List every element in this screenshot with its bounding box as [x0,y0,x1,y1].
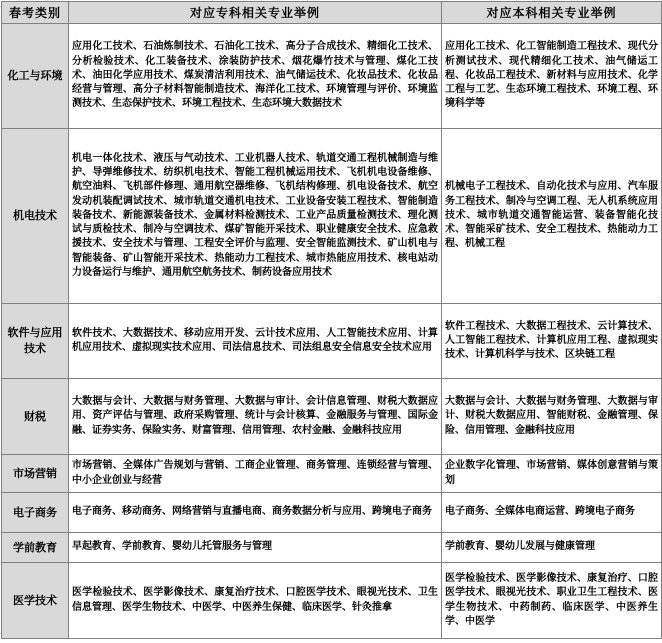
table-row [2,533,662,563]
category-cell: 财税 [2,379,69,455]
table-row [2,455,662,493]
vocational-cell: 机电一体化技术、液压与气动技术、工业机器人技术、轨道交通工程机械制造与维护、导弹维修技术、纺织机电技术、智能工程机械运用技术、飞机机电设备维修、航空油料、飞机部件修理、通用航空器维修、飞机结构修理、机电设备技术、航空发动机装配调试技术、城市轨道交通机电技术、工业设备安装工程技术、智能制造装备技术、新能源装备技术、金属材料检测技术、工业产品质量检测技术、理化测试与质检技术、制冷与空调技术、煤矿智能开采技术、职业健康安全技术、应急救援技术、安全技术与管理、工程安全评价与监理、安全智能监测技术、矿山机电与智能装备、矿山智能开采技术、热能动力工程技术、城市热能应用技术、核电站动力设备运行与维护、通用航空航务技术、制药设备应用技术 [69,129,442,304]
category-cell: 市场营销 [2,455,69,493]
vocational-cell: 电子商务、移动商务、网络营销与直播电商、商务数据分析与应用、跨境电子商务 [69,493,442,533]
category-cell: 机电技术 [2,129,69,304]
table-row [2,563,662,639]
majors-table [1,1,662,639]
undergrad-cell: 大数据与会计、大数据与财务管理、大数据与审计、财税大数据应用、智能财税、金融管理、保险、信用管理、金融科技应用 [442,379,662,455]
vocational-cell: 早起教育、学前教育、婴幼儿托管服务与管理 [69,533,442,563]
undergrad-cell: 企业数字化管理、市场营销、媒体创意营销与策划 [442,455,662,493]
vocational-cell: 大数据与会计、大数据与财务管理、大数据与审计、会计信息管理、财税大数据应用、资产评估与管理、政府采购管理、统计与会计核算、金融服务与管理、国际金融、证券实务、保险实务、财富管理、信用管理、农村金融、金融科技应用 [69,379,442,455]
table-row [2,304,662,379]
header-row [2,2,662,24]
undergrad-cell: 应用化工技术、化工智能制造工程技术、现代分析测试技术、现代精细化工技术、油气储运工程、化妆品工程技术、新材料与应用技术、化学工程与工艺、生态环境工程技术、环境工程、环境科学等 [442,24,662,129]
header-undergrad: 对应本科相关专业举例 [442,2,662,24]
undergrad-cell: 学前教育、婴幼儿发展与健康管理 [442,533,662,563]
category-cell: 化工与环境 [2,24,69,129]
vocational-cell: 软件技术、大数据技术、移动应用开发、云计技术应用、人工智能技术应用、计算机应用技术、虚拟现实技术应用、司法信息技术、司法组息安全信息安全技术应用 [69,304,442,379]
table-row [2,24,662,129]
table-row [2,379,662,455]
undergrad-cell: 电子商务、全媒体电商运营、跨境电子商务 [442,493,662,533]
table-row [2,493,662,533]
category-cell: 学前教育 [2,533,69,563]
undergrad-cell: 机械电子工程技术、自动化技术与应用、汽车服务工程技术、制冷与空调工程、无人机系统应用技术、城市轨道交通智能运营、装备智能化技术、智能采矿技术、安全工程技术、热能动力工程、机械工程 [442,129,662,304]
vocational-cell: 市场营销、全媒体广告规划与营销、工商企业管理、商务管理、连锁经营与管理、中小企业创业与经营 [69,455,442,493]
vocational-cell: 应用化工技术、石油炼制技术、石油化工技术、高分子合成技术、精细化工技术、分析检验技术、化工装备技术、涂装防护技术、烟花爆竹技术与管理、煤化工技术、油田化学应用技术、煤炭清洁利用技术、油气储运技术、化妆品技术、化妆品经营与管理、高分子材料智能制造技术、海洋化工技术、环境管理与评价、环境监测技术、生态保护技术、环境工程技术、生态环境大数据技术 [69,24,442,129]
category-cell: 医学技术 [2,563,69,639]
vocational-cell: 医学检验技术、医学影像技术、康复治疗技术、口腔医学技术、眼视光技术、卫生信息管理、医学生物技术、中医学、中医养生保健、临床医学、针灸推拿 [69,563,442,639]
undergrad-cell: 医学检验技术、医学影像技术、康复治疗、口腔医学技术、眼视光技术、职业卫生工程技术、医学生物技术、中药制药、临床医学、中医养生学、中医学 [442,563,662,639]
undergrad-cell: 软件工程技术、大数据工程技术、云计算技术、人工智能工程技术、计算机应用工程、虚拟现实技术、计算机科学与技术、区块链工程 [442,304,662,379]
header-vocational: 对应专科相关专业举例 [69,2,442,24]
category-cell: 电子商务 [2,493,69,533]
category-cell: 软件与应用技术 [2,304,69,379]
header-category: 春考类别 [2,2,69,24]
table-row [2,129,662,304]
